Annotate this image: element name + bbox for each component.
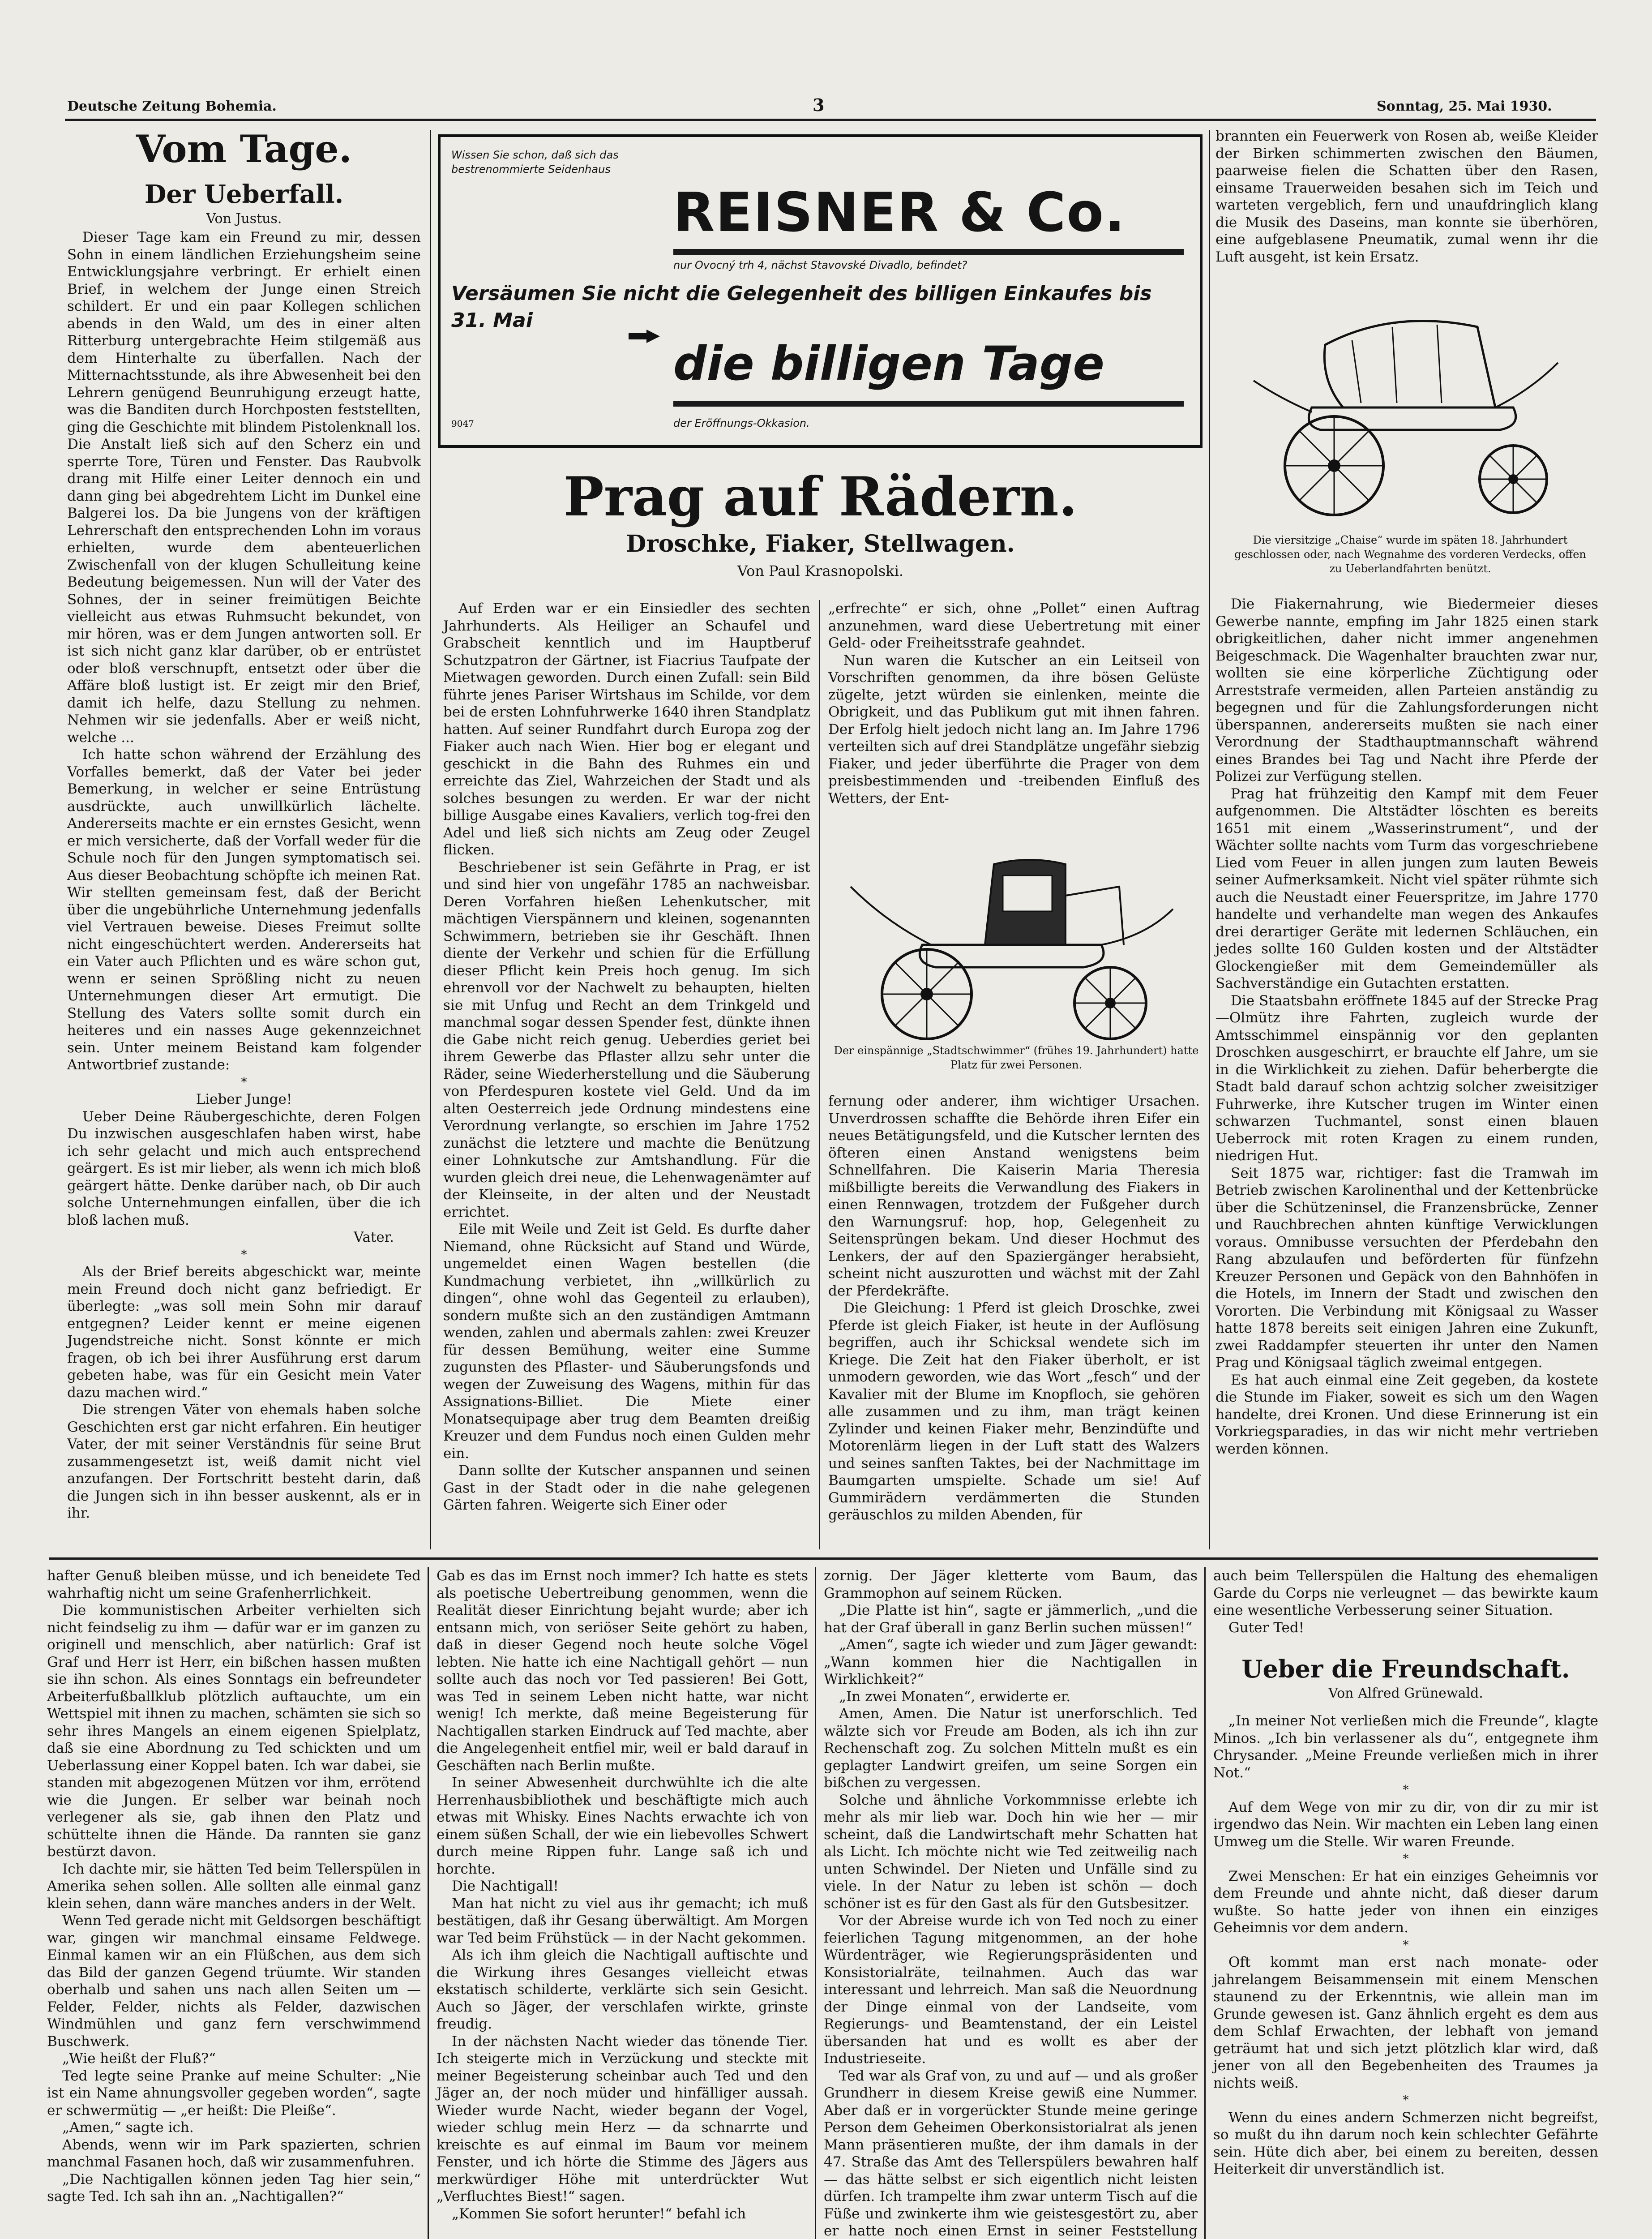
closing-line: Guter Ted! [1228,1619,1305,1636]
paragraph: Ted war als Graf von, zu und auf — und als großer Grundherr in diesem Kreise gewiß eine Nummer. Aber daß er in vorgerückter Stunde meine geringe Person dem Geheimen Oberkonsistorialrat als jenen Mann präsentieren mußte, der ihm damals in der 47. Straße das Amt des Tellerspülers bewahren half — das hätte selbst er sich eigentlich nicht leisten dürfen. Ich trampelte ihm zwar unterm Tisch auf die Füße und zwinkerte ihm wie geistesgestört zu, aber er hatte noch einen Ernst in seiner Feststellung [824,2067,1198,2239]
separator-star: * [1403,1783,1409,1797]
stadtschwimmer-illustration [833,833,1200,1048]
paragraph: Solche und ähnliche Vorkommnisse erlebte ich mehr als mir lieb war. Doch hin wie her — mir scheint, daß die Landwirtschaft mehr Schatten hat als Licht. Ich möchte nicht wie Ted zeitweilig nach unten Schwindel. Der Nieten und Unfälle sind zu viele. In der Natur zu leben ist schön — doch schöner ist es für den Gast als für den Gutsbesitzer. [824,1792,1198,1912]
paragraph: Vor der Abreise wurde ich von Ted noch zu einer feierlichen Tagung mitgenommen, an der hohe Würdenträger, wie Regierungspräsidenten und Konsistorialräte, teilnahmen. Auch das war interessant und lehrreich. Man saß die Neuordnung der Dinge einmal von der Landseite, vom Regierungs- und Beamtenstand, der ein Leistel übersanden hat und es wollt es aber der Industrieseite. [824,1913,1198,2067]
separator-star: * [241,1248,247,1261]
paragraph: Die strengen Väter von ehemals haben solche Geschichten erst gar nicht erfahren. Ein heutiger Vater, der mit seiner Verständnis für seine Brut zusammengesetzt ist, weiß damit nicht viel anzufangen. Der Fortschritt besteht darin, daß die Jungen sich in ihn besser auskennt, als er in ihr. [67,1402,421,1521]
article-subtitle: Droschke, Fiaker, Stellwagen. [626,530,1015,558]
center-right-column [828,600,1200,807]
paragraph: Nun waren die Kutscher an ein Leitseil von Vorschriften genommen, da ihre bösen Gelüste zügelte, jetzt würden sie einlenken, meinte die Obrigkeit, und das Publikum gut mit ihnen fahren. Der Erfolg hielt jedoch nicht lang an. Im Jahre 1796 verteilten sich auf drei Standplätze ungefähr siebzig Fiaker, und jeder überführte die Prager von dem preisbestimmenden und -treibenden Einfluß des Wetters, der Ent- [828,652,1200,806]
separator-star: * [241,1075,247,1089]
masthead-right: Sonntag, 25. Mai 1930. [1377,99,1552,114]
aphorism: Oft kommt man erst nach monate- oder jahrelangem Beisammensein mit einem Menschen staunend zu der Erkenntnis, wie allein man im Grunde gewesen ist. Ganz ähnlich ergeht es dem aus dem Schlaf Erwachten, der lebhaft von jemand geträumt hat und sich jetzt plötzlich klar wird, daß jener von all den Begebenheiten des Traumes ja nichts weiß. [1213,1954,1598,2091]
ad-underline [673,249,1184,255]
ad-note: der Eröffnungs-Okkasion. [673,417,810,429]
paragraph: Die Nachtigall! [452,1878,559,1894]
bottom-column-4 [1213,1567,1598,2178]
paragraph: Die Fiakernahrung, wie Biedermeier dieses Gewerbe nannte, empfing im Jahr 1825 einen stark obrigkeitlichen, daher nicht immer angenehmen Beigeschmack. Die Wagenhalter brauchten zwar nur, wollten sie eine körperliche Züchtigung oder Arreststrafe vermeiden, allen Parteien anständig zu begegnen und für die Zahlungsforderungen nicht überspannen, andererseits mußten sie nach einer Verordnung der Stadthauptmannschaft während eines Brandes bei Tag und Nacht ihre Pferde der Polizei zur Verfügung stellen. [1215,596,1598,785]
paragraph: Seit 1875 war, richtiger: fast die Tramwah im Betrieb zwischen Karolinenthal und der Kettenbrücke über die Schützeninsel, die Franzensbrücke, Zenner und Rauchbrechen ahnten künftige Verwicklungen voraus. Omnibusse versuchten der Pferdebahn den Rang abzulaufen und beförderten für fünfzehn Kreuzer Personen und Gepäck von den Bahnhöfen in die Hotels, im Innern der Stadt und zwischen den Vororten. Die Verbindung mit Königsaal zu Wasser hatte 1878 bereits seit einigen Jahren eine Zukunft, zwei Raddampfer steuerten ihr unter den Namen Prag und Königsaal täglich zweimal entgegen. [1215,1165,1598,1371]
paragraph: Beschriebener ist sein Gefährte in Prag, er ist und sind hier von ungefähr 1785 an nachweisbar. Deren Vorfahren hießen Lehenkutscher, mit mächtigen Vierspännern und kleinen, sogenannten Schwimmern, betrieben sie ihr Geschäft. Ihnen diente der Verkehr und schien für die Erfüllung dieser Pflicht kein Preis hoch genug. Im sich ehrenvoll vor der Nachwelt zu behaupten, hielten sie mit Unfug und Recht an dem Trinkgeld und manchmal sogar dessen Spender fest, dünkte ihnen die Gabe nicht reich genug. Ueberdies geriet bei ihrem Gewerbe das Pflaster allzu sehr unter die Räder, seine Wiederherstellung und die Säuberung von Pferdespuren kostete viel Geld. Und da im alten Oesterreich jede Ordnung mindestens eine Verordnung verlangte, so erschien im Jahre 1752 zunächst die letztere und machte die Benützung einer Lohnkutsche zur Amtshandlung. Für die wurden gleich drei neue, die Lehenwagenämter auf der Kleinseite, in der alten und der Neustadt errichtet. [443,859,810,1220]
section-title: Vom Tage. [136,127,352,171]
paragraph: „Die Platte ist hin“, sagte er jämmerlich, „und die hat der Graf überall in ganz Berlin suchen müssen!“ [824,1602,1198,1636]
paragraph: „In zwei Monaten“, erwiderte er. [839,1688,1071,1705]
chaise-illustration [1245,291,1585,524]
paragraph: „Die Nachtigallen können jeden Tag hier sein,“ sagte Ted. Ich sah ihn an. „Nachtigallen?“ [47,2171,421,2205]
paragraph: Als ich ihm gleich die Nachtigall auftischte und die Wirkung ihres Gesanges vielleicht etwas ekstatisch schilderte, verklärte sich sein Gesicht. Auch so Jäger, der verschlafen wirkte, grinste freudig. [437,1947,808,2032]
center-column-rule [819,600,820,1549]
ad-slogan: die billigen Tage [673,336,1104,391]
paragraph: Auf Erden war er ein Einsiedler des sechten Jahrhunderts. Als Heiliger an Schaufel und Grabscheit kenntlich und im Hauptberuf Schutzpatron der Gärtner, ist Fiacrius Taufpate der Mietwagen geworden. Durch einen Zufall: sein Bild führte jenes Pariser Wirtshaus im Schilde, vor dem bei de ersten Lohnfuhrwerke 1640 ihren Standplatz hatten. Auf seiner Rundfahrt durch Europa zog der Fiaker auch nach Wien. Hier bog er elegant und geschickt in die Bahn des Ruhmes ein und erreichte das Ziel, Wahrzeichen der Stadt und als solches besungen zu werden. Er war der nicht billige Ausgabe eines Kavaliers, verlich tog-frei den Adel und ließ sich nichts am Zeug oder Zeugel flicken. [443,600,810,858]
article-byline: Von Justus. [206,211,282,227]
paragraph: Die Gleichung: 1 Pferd ist gleich Droschke, zwei Pferde ist gleich Fiaker, ist heute in der Auflösung begriffen, auch ihr Schicksal wendete sich im Kriege. Die Zeit hat den Fiaker überholt, er ist unmodern geworden, wie das Wort „fesch“ und der Kavalier mit der Blume im Knopfloch, sie gehören alle zusammen und zu ihm, man trägt keinen Zylinder und keinen Fiaker mehr, Benzindüfte und Motorenlärm liegen in der Luft statt des Walzers und seines sanften Taktes, bei der Nachmittage im Baumgarten umspielte. Schade um sie! Auf Gummirädern verdämmerten die Stunden geräuschlos zu milden Abenden, für [828,1300,1200,1523]
paragraph: Eile mit Weile und Zeit ist Geld. Es durfte daher Niemand, ohne Rücksicht auf Stand und Würde, ungemeldet einen Wagen bestellen (die Kundmachung verbietet, ihn „willkürlich zu dingen“, ohne wohl das Gegenteil zu erlauben), sondern mußte sich an den zuständigen Amtmann wenden, zahlen und abermals zahlen: zwei Kreuzer für dessen Bemühung, weiter eine Summe zugunsten des Pflaster- und Säuberungsfonds und wegen der Zuweisung des Wagens, mithin für das Assignations-Billiet. Die Miete einer Monatsequipage aber trug dem Beamten dreißig Kreuzer und dem Fundus noch einen Gulden mehr ein. [443,1221,810,1462]
separator-star: * [1403,1938,1409,1952]
ad-promo: Versäumen Sie nicht die Gelegenheit des billigen Einkaufes bis 31. Mai [451,282,1152,332]
paragraph: Die Staatsbahn eröffnete 1845 auf der Strecke Prag—Olmütz ihre Fahrten, zugleich wurde der Amtsschimmel einspännig vor den geplanten Droschken ausgeschirrt, er brauchte elf Jahre, um sie in die Wirklichkeit zu ziehen. Dafür beherbergte die Stadt bald darauf schon achtzig solcher zweisitziger Fuhrwerke, ihre Kutscher trugen im Winter einen schwarzen Tuchmantel, sonst einen blauen Ueberrock mit roten Kragen zu einem runden, niedrigen Hut. [1215,992,1598,1164]
bottom-column-2 [437,1567,808,2222]
column-rule-1 [430,130,431,1549]
letter-body: Ueber Deine Räubergeschichte, deren Folgen Du inzwischen ausgeschlafen haben wirst, habe ich sehr gelacht und mich auch entsprechend geärgert. Es ist mir lieber, als wenn ich mich bloß geärgert hätte. Denke darüber nach, ob Dir auch solche Unternehmungen einfallen, über die ich bloß lachen muß. [67,1108,421,1228]
aphorism: Auf dem Wege von mir zu dir, von dir zu mir ist irgendwo das Nein. Wir machten ein Leben lang einen Umweg um die Stelle. Wir waren Freunde. [1213,1799,1598,1850]
aphorism: „In meiner Not verließen mich die Freunde“, klagte Minos. „Ich bin verlassener als du“, entgegnete ihm Chrysander. „Meine Freunde verließen mich in ihrer Not.“ [1213,1713,1598,1781]
paragraph: „erfrechte“ er sich, ohne „Pollet“ einen Auftrag anzunehmen, ward diese Uebertretung mit einer Geld- oder Freiheitsstrafe geahndet. [828,600,1200,651]
bottom-column-1 [47,1567,421,2205]
paragraph: Abends, wenn wir im Park spazierten, schrien manchmal Fasanen hoch, daß wir zusammenfuhren. [47,2136,421,2170]
letter-salutation: Lieber Junge! [196,1091,292,1107]
chaise-caption: Die viersitzige „Chaise“ wurde im späten 18. Jahrhundert geschlossen oder, nach Wegnahme des vorderen Verdecks, offen zu Ueberlandfahrten benützt. [1234,534,1586,575]
article-byline: Von Alfred Grünewald. [1328,1686,1483,1701]
paragraph: Dieser Tage kam ein Freund zu mir, dessen Sohn in einem ländlichen Erziehungsheim seine Entwicklungsjahre verbringt. Er erhielt einen Brief, in welchem der Junge einen Streich schildert. Er und ein paar Kollegen schlichen abends in den Wald, um des in einer alten Ritterburg untergebrachte Heim stilgemäß aus dem Hinterhalte zu überfallen. Nach der Mitternachtsstunde, als ihre Abwesenheit bei den Lehrern genügend Beunruhigung erzeugt hatte, was die Banditen durch Horchposten feststellten, ging die Geschichte mit blindem Pistolenknall los. Die Anstalt ließ sich auf den Scherz ein und sperrte Tore, Türen und Fenster. Das Raubvolk drang mit Hilfe einer Leiter dennoch ein und dann ging bei abgedrehtem Licht im Dunkel eine Balgerei los. Da bie Jungens von der kräftigen Lehrerschaft den entsprechenden Lohn im voraus erhielten, wurde dem abenteuerlichen Zwischenfall von der klugen Schulleitung keine Bedeutung beigemessen. Nun will der Vater des Sohnes, der in seiner freimütigen Beichte vielleicht aus etwas Ruhmsucht bekundet, von mir hören, was er dem Jungen antworten soll. Er ist sich nicht ganz klar darüber, ob er entrüstet oder bloß verschnupft, entsetzt oder über die Affäre bloß lustigt ist. Er zeigt mir den Brief, damit ich helfe, dazu Stellung zu nehmen. Nehmen wir sie jedenfalls. Aber er weiß nicht, welche ... [67,229,421,746]
paragraph: „Wie heißt der Fluß?“ [62,2050,216,2067]
bottom-column-rule-3 [1204,1567,1206,2239]
paragraph: In der nächsten Nacht wieder das tönende Tier. Ich steigerte mich in Verzückung und steckte mit meiner Begeisterung scheinbar auch Ted und den Jäger an, der noch müder und hinfälliger aussah. Wieder wurde Nacht, wieder begann der Vogel, wieder schlug mein Herz — da schnarrte und kreischte es auf einmal im Baum vor meinem Fenster, und ich hörte die Stimme des Jägers aus merkwürdiger Höhe mit unterdrückter Wut „Verfluchtes Biest!“ sagen. [437,2033,808,2205]
aphorism: Wenn du eines andern Schmerzen nicht begreifst, so mußt du ihn darum noch kein schlechter Gefährte sein. Hüte dich aber, bei einem zu bereiten, dessen Heiterkeit dir unverständlich ist. [1213,2109,1598,2177]
masthead-left: Deutsche Zeitung Bohemia. [67,99,277,114]
article-title: Ueber die Freundschaft. [1241,1655,1570,1683]
arrow-icon [629,330,660,343]
paragraph: Gab es das im Ernst noch immer? Ich hatte es stets als poetische Uebertreibung genommen, wenn die Realität dieser Einrichtung bejaht wurde; aber ich entsann mich, von seriöser Seite gehört zu haben, daß in dieser Gegend noch heute solche Vögel lebten. Nie hatte ich eine Nachtigall gehört — nun sollte auch das noch vor Ted passieren! Bei Gott, was Ted in seinem Leben nicht hatte, war nicht wenig! Ich merkte, daß meine Begeisterung für Nachtigallen starken Eindruck auf Ted machte, aber die Angelegenheit entfiel mir, weil er bald darauf in Geschäften nach Berlin mußte. [437,1568,808,1774]
ad-slogan-underline [673,401,1184,407]
ad-intro: Wissen Sie schon, daß sich das bestrenommierte Seidenhaus [451,149,619,176]
paragraph: Ich hatte schon während der Erzählung des Vorfalles bemerkt, daß der Vater bei jeder Bemerkung, in welcher er seine Entrüstung ausdrückte, auch unwillkürlich lächelte. Andererseits machte er ein ernstes Gesicht, wenn er mich versicherte, daß der Vorfall weder für die Schule noch für den Jungen symptomatisch sei. Aus dieser Beobachtung schöpfte ich meinen Rat. Wir stellten gemeinsam fest, daß der Bericht über die ungebührliche Unternehmung jedenfalls viel Vertrauen beweise. Dieses Freimut sollte nicht eingeschüchtert werden. Andererseits hat ein Vater auch Pflichten und es wäre schon gut, wenn er seinen Sprößling nicht zu neuen Unternehmungen dieser Art ermutigt. Die Stellung des Vaters sollte somit durch ein heiteres und ein nasses Auge gekennzeichnet sein. Unter meinem Beistand kam folgender Antwortbrief zustande: [67,746,421,1073]
illustration-caption: Der einspännige „Stadtschwimmer“ (frühes 19. Jahrhundert) hatte Platz für zwei Personen. [834,1044,1199,1071]
separator-star: * [1403,2093,1409,2107]
paragraph: „Amen,“ sagte ich. [62,2119,194,2136]
article-title: Der Ueberfall. [144,180,344,209]
paragraph: Man hat nicht zu viel aus ihr gemacht; ich muß bestätigen, daß ihr Gesang überwältigt. Am Morgen war Ted beim Frühstück — in der Nacht gekommen. [437,1895,808,1946]
letter-signature: Vater. [353,1229,394,1245]
column-right-continued [1215,596,1598,1458]
paragraph: Es hat auch einmal eine Zeit gegeben, da kostete die Stunde im Fiaker, soweit es sich um den Wagen handelte, drei Kronen. Und diese Erinnerung ist ein Vorkriegsparadies, in das wir nicht mehr vertrieben werden können. [1215,1372,1598,1457]
column-rule-2 [1209,130,1210,1549]
paragraph: Ted legte seine Pranke auf meine Schulter: „Nie ist ein Name ahnungsvoller gegeben worden“, sagte er schwermütig — „er heißt: Die Pleiße“. [47,2067,421,2119]
bottom-column-rule-1 [428,1567,429,2239]
paragraph: Ich dachte mir, sie hätten Ted beim Tellerspülen in Amerika sehen sollen. Alle sollten alle einmal ganz klein sehen, dann wäre manches anders in der Welt. [47,1861,421,1912]
bottom-column-3 [824,1567,1198,2239]
paragraph: brannten ein Feuerwerk von Rosen ab, weiße Kleider der Birken schimmerten zwischen den Bäumen, paarweise fielen die Schatten über den Rasen, einsame Trauerweiden besahen sich im Teich und warteten vergeblich, fern und unaufdringlich klang die Musik des Daseins, man konnte sie überhören, eine aufgeblasene Pneumatik, zumal wenn ihr die Luft ausgeht, ist kein Ersatz. [1215,128,1598,265]
page-number: 3 [813,95,825,115]
center-article-header [439,466,1202,582]
paragraph: Die kommunistischen Arbeiter verhielten sich nicht feindselig zu ihm — dafür war er im ganzen zu originell und menschlich, aber natürlich: Graf ist Graf und Herr ist Herr, ein bißchen hassen mußten sie ihn schon. Als eines Sonntags ein befreundeter Arbeiterfußballklub plötzlich auftauchte, um ein Wettspiel mit ihnen zu machen, schämten sie sich so sehr ihres Mangels an einem eigenen Spielplatz, daß sie eine Abordnung zu Ted schickten und um Ueberlassung einer Koppel baten. Ich war dabei, sie standen mit abgezogenen Mützen vor ihm, errötend wie die Jungen. Er selber war beinah noch verlegener als sie, gab ihnen den Platz und schüttelte ihnen die Hände. Da rannten sie ganz bestürzt davon. [47,1602,421,1860]
column-vom-tage [67,128,421,1522]
paragraph: Dann sollte der Kutscher anspannen und seinen Gast in der Stadt oder in die nahe gelegenen Gärten fahren. Weigerte sich Einer oder [443,1463,810,1513]
paragraph: hafter Genuß bleiben müsse, und ich beneidete Ted wahrhaftig nicht um seine Grafenherrlichkeit. [47,1568,421,1601]
paragraph: Wenn Ted gerade nicht mit Geldsorgen beschäftigt war, gingen wir manchmal einsame Feldwege. Einmal kamen wir an ein Flüßchen, aus dem sich das Bild der ganzen Gegend trüumte. Wir standen oberhalb und sahen uns nach allen Seiten um — Felder, Felder, nichts als Felder, dazwischen Windmühlen und ganz fern verschwimmend Buschwerk. [47,1913,421,2050]
paragraph: „Kommen Sie sofort herunter!“ befahl ich [452,2205,746,2222]
reisner-advertisement [438,134,1203,448]
paragraph: Als der Brief bereits abgeschickt war, meinte mein Freund doch nicht ganz befriedigt. Er überlegte: „was soll mein Sohn mir darauf entgegnen? Leider kennt er meine eigenen Jugendstreiche nicht. Sonst könnte er mich fragen, ob ich bei ihrer Ausführung erst darum gebeten habe, was für ein Gesicht mein Vater dazu machen wird.“ [67,1264,421,1401]
horizontal-divider [49,1557,1598,1560]
article-title: Prag auf Rädern. [563,465,1078,528]
ad-company-name: REISNER & Co. [673,182,1126,244]
ad-code: 9047 [451,418,474,429]
center-right-column-continued [828,1093,1200,1524]
bottom-column-rule-2 [815,1567,816,2239]
article-byline: Von Paul Krasnopolski. [737,562,904,579]
aphorism: Zwei Menschen: Er hat ein einziges Geheimnis vor dem Freunde und ahnte nicht, daß dieser darum wußte. So hatte jeder von ihnen ein einziges Geheimnis vor dem andern. [1213,1868,1598,1936]
paragraph: Prag hat frühzeitig den Kampf mit dem Feuer aufgenommen. Die Altstädter löschten es bereits 1651 mit einem „Wasserinstrument“, und der Wächter sollte nachts vom Turm das vorgeschriebene Lied vom Feuer in allen jungen zum lauten Beweis seiner Aufmerksamkeit. Nicht viel später rühmte sich auch die Neustadt einer Feuerspritze, im Jahre 1770 handelte und verhandelte man wegen des Ankaufes drei derartiger Geräte mit ledernen Schläuchen, ein jedes sollte 160 Gulden kosten und der Altstädter Glockengießer mit dem Gemeindemüller als Sachverständige ein Gutachten erstatten. [1215,785,1598,991]
header-rule [65,119,1596,121]
column-right [1215,128,1598,266]
paragraph: auch beim Tellerspülen die Haltung des ehemaligen Garde du Corps nie verleugnet — das bewirkte kaum eine wesentliche Verbesserung seiner Situation. [1213,1568,1598,1618]
paragraph: In seiner Abwesenheit durchwühlte ich die alte Herrenhausbibliothek und beschäftigte mich auch etwas mit Whisky. Eines Nachts erwachte ich von einem süßen Schall, der wie ein liebevolles Schwert durch meine Rippen fuhr. Lange saß ich und horchte. [437,1775,808,1877]
paragraph: Amen, Amen. Die Natur ist unerforschlich. Ted wälzte sich vor Freude am Boden, als ich ihn zur Rechenschaft zog. Zu solchen Mitteln mußt es ein geplagter Landwirt greifen, um seine Sorgen ein bißchen zu vergessen. [824,1706,1198,1791]
paragraph: fernung oder anderer, ihm wichtiger Ursachen. Unverdrossen schaffte die Behörde ihren Eifer ein neues Betätigungsfeld, und die Kutscher lernten des öfteren einen Anstand wenigstens beim Schnellfahren. Die Kaiserin Maria Theresia mißbilligte bereits die Verwandlung des Fiakers in einen Rennwagen, trotzdem der Fußgeher durch den Warnungsruf: hop, hop, Gelegenheit zu Seitensprüngen bekam. Und dieser Hochmut des Lenkers, der auf den Spaziergänger herabsieht, scheint nicht auszurotten und wächst mit der Zahl der Pferdekräfte. [828,1093,1200,1299]
separator-star: * [1403,1852,1409,1866]
ad-address: nur Ovocný trh 4, nächst Stavovské Divadlo, befindet? [673,259,967,271]
center-left-column [443,600,810,1514]
paragraph: „Amen“, sagte ich wieder und zum Jäger gewandt: „Wann kommen hier die Nachtigallen in Wirklichkeit?“ [824,1637,1198,1687]
paragraph: zornig. Der Jäger kletterte vom Baum, das Grammophon auf seinem Rücken. [824,1568,1198,1601]
